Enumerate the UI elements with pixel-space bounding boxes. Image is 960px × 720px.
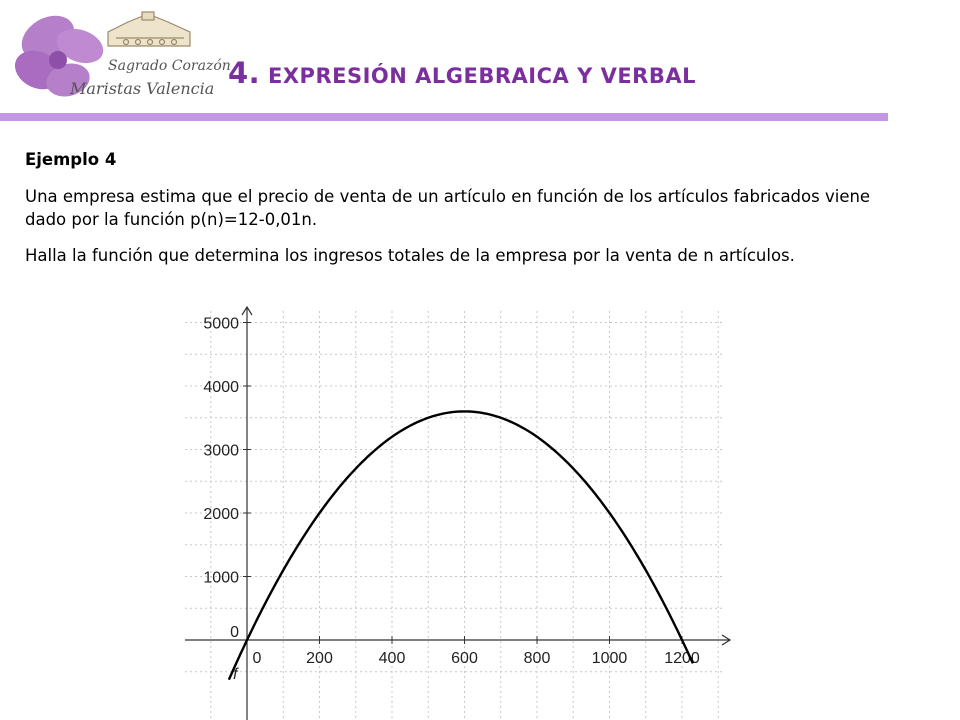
y-tick-label: 1000 [203, 569, 239, 587]
y-tick-label: 0 [230, 624, 239, 641]
page-title [228, 56, 696, 90]
function-label: f [233, 666, 238, 683]
logo-line2: Maristas Valencia [70, 79, 215, 98]
example-paragraph-2: Halla la función que determina los ingresos totales de la empresa por la venta de n artículos. [25, 246, 795, 265]
x-tick-label: 400 [378, 650, 406, 667]
title-number: 4. [228, 56, 261, 90]
x-tick-label: 200 [306, 650, 333, 667]
school-logo [8, 8, 231, 113]
building-icon [108, 12, 190, 46]
x-tick-label: 0 [252, 650, 262, 667]
example-paragraph-1: Una empresa estima que el precio de venta de un artículo en función de los artículos fabricados viene dado por la función p(n)=12-0,01n. [25, 187, 871, 229]
y-tick-label: 5000 [203, 315, 239, 333]
y-tick-label: 4000 [203, 379, 239, 396]
slide-content [25, 148, 905, 280]
revenue-chart [185, 303, 745, 720]
x-tick-label: 1000 [591, 650, 628, 667]
x-tick-label: 600 [451, 650, 478, 667]
x-tick-label: 800 [523, 650, 551, 667]
logo-line1: Sagrado Corazón [108, 58, 231, 74]
y-tick-label: 2000 [203, 506, 239, 523]
example-heading: Ejemplo 4 [25, 150, 117, 169]
y-tick-label: 3000 [203, 442, 239, 460]
title-underline-bar [0, 113, 888, 121]
title-text: EXPRESIÓN ALGEBRAICA Y VERBAL [268, 64, 696, 88]
x-tick-label: 1200 [664, 650, 700, 667]
